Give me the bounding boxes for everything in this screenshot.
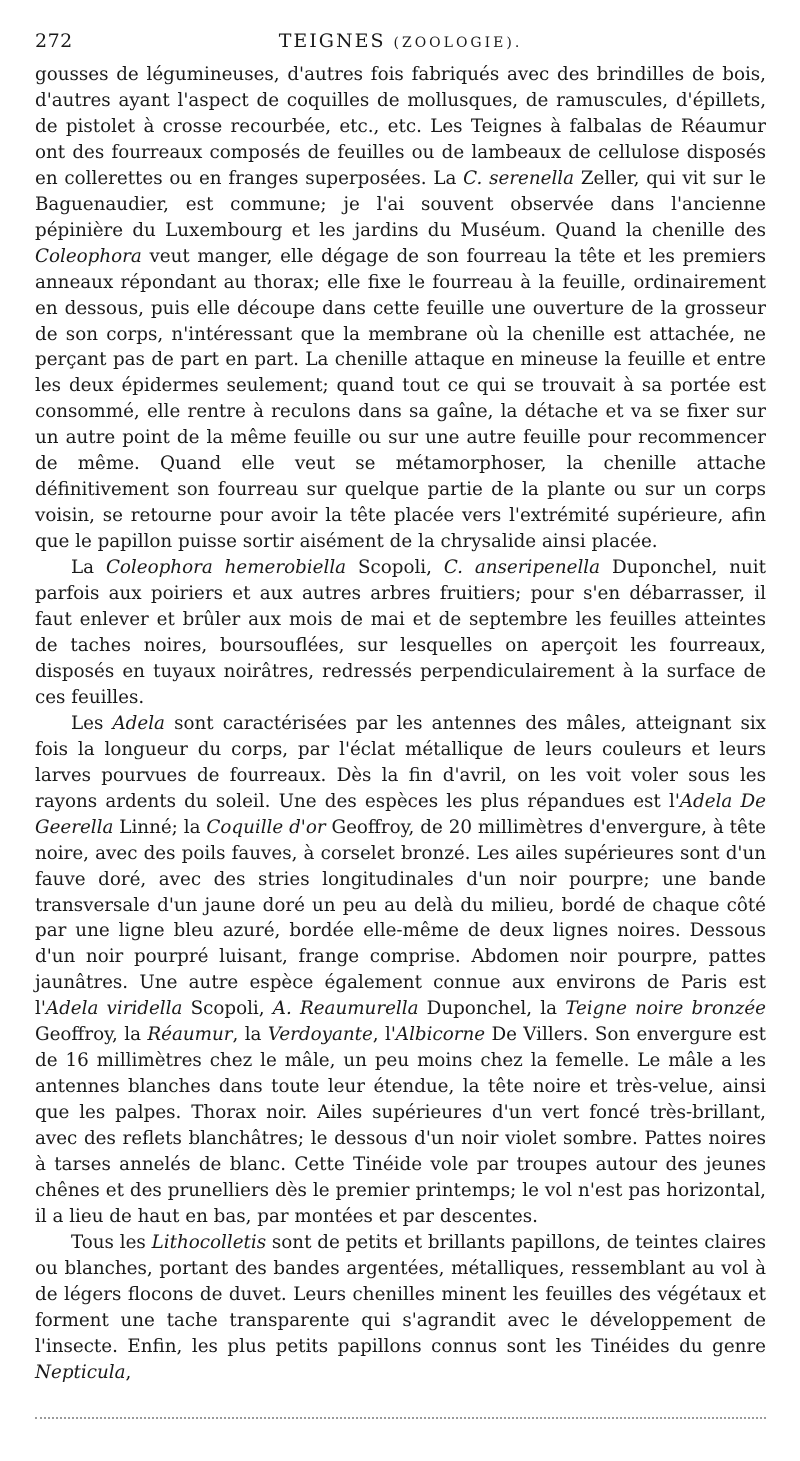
running-head <box>35 30 766 52</box>
text-run: De Villers. Son envergure est de 16 millimètres chez le mâle, un peu moins chez la femelle. Le mâle a les antennes blanches dans toute leur étendue, la tête noire et très-velue, ainsi que les palpes. Thorax noir. Ailes supérieures d'un vert foncé très-brillant, avec des reflets blanchâtres; le dessous d'un noir violet sombre. Pattes noires à tarses annelés de blanc. Cette Tinéide vole par troupes autour des jeunes chênes et des prunelliers dès le premier printemps; le vol n'est pas horizontal, il a lieu de haut en bas, par montées et par descentes. <box>35 1024 766 1227</box>
text-run: veut manger, elle dégage de son fourreau la tête et les premiers anneaux répondant au thorax; elle fixe le fourreau à la feuille, ordinairement en dessous, puis elle découpe dans cette feuille une ouverture de la grosseur de son corps, n'intéressant que la membrane où la chenille est attachée, ne perçant pas de part en part. La chenille attaque en mineuse la feuille et entre les deux épidermes seulement; quand tout ce qui se trouvait à sa portée est consommé, elle rentre à reculons dans sa gaîne, la détache et va se fixer sur un autre point de la même feuille ou sur une autre feuille pour recommencer de même. Quand elle veut se métamorphoser, la chenille attache définitivement son fourreau sur quelque partie de la plante ou sur un corps voisin, se retourne pour avoir la tête placée vers l'extrémité supérieure, afin que le papillon puisse sortir aisément de la chrysalide ainsi placée. <box>35 245 766 553</box>
text-run: Duponchel, la <box>418 998 566 1020</box>
italic-term: Adela <box>112 712 165 734</box>
paragraph-3 <box>35 711 766 1230</box>
text-run: Scopoli, <box>182 998 273 1020</box>
italic-term: Adela De Geerella <box>35 790 767 838</box>
paragraph-1 <box>35 62 766 555</box>
italic-term: Albicorne <box>395 1024 486 1046</box>
text-run: Tous les <box>71 1231 152 1253</box>
italic-term: C. anseripenella <box>443 557 601 579</box>
text-run: Geoffroy, la <box>35 1024 148 1046</box>
italic-term: Adela viridella <box>45 998 183 1020</box>
body-text <box>35 62 766 1386</box>
text-run: Les <box>71 712 113 734</box>
italic-term: Coquille d'or <box>206 816 326 838</box>
text-run: , la <box>232 1024 268 1046</box>
italic-term: Réaumur <box>147 1024 233 1046</box>
text-run: sont caractérisées par les antennes des mâles, atteignant six fois la longueur du corps, par l'éclat métallique de leurs couleurs et leurs larves pourvues de fourreaux. Dès la fin d'avril, on les voit voler sous les rayons ardents du soleil. Une des espèces les plus répandues est l' <box>35 712 766 812</box>
italic-term: C. serenella <box>463 167 575 189</box>
text-run: Zeller, qui vit sur le Baguenaudier, est commune; je l'ai souvent observée dans l'ancienne pépinière du Luxembourg et les jardins du Muséum. Quand la chenille des <box>35 167 766 241</box>
text-run: Linné; la <box>113 816 207 838</box>
text-run: Duponchel, nuit parfois aux poiriers et aux autres arbres fruitiers; pour s'en débarrasser, il faut enlever et brûler aux mois de mai et de septembre les feuilles atteintes de taches noires, boursouflées, sur lesquelles on aperçoit les fourreaux, disposés en tuyaux noirâtres, redressés perpendiculairement à la surface de ces feuilles. <box>35 557 766 708</box>
paragraph-2 <box>35 555 766 711</box>
text-run: gousses de légumineuses, d'autres fois fabriqués avec des brindilles de bois, d'autres ayant l'aspect de coquilles de mollusques, de ramuscules, d'épillets, de pistolet à crosse recourbée, etc., etc. Les Teignes à falbalas de Réaumur ont des fourreaux composés de feuilles ou de lambeaux de cellulose disposés en collerettes ou en franges superposées. La <box>35 64 766 189</box>
italic-term: Lithocolletis <box>151 1231 267 1253</box>
italic-term: Coleophora <box>35 245 142 267</box>
page-number: 272 <box>35 30 73 52</box>
text-run: Geoffroy, de 20 millimètres d'envergure, à tête noire, avec des poils fauves, à corselet bronzé. Les ailes supérieures sont d'un fauve doré, avec des stries longitudinales d'un noir pourpre; une bande transversale d'un jaune doré un peu au delà du milieu, bordé de chaque côté par une ligne bleu azuré, bordée elle-même de deux lignes noires. Dessous d'un noir pourpré luisant, frange comprise. Abdomen noir pourpre, pattes jaunâtres. Une autre espèce également connue aux environs de Paris est l' <box>35 816 766 1020</box>
italic-term: Coleophora hemerobiella <box>105 557 347 579</box>
text-run: La <box>71 557 106 579</box>
italic-term: A. Reaumurella <box>272 998 419 1020</box>
italic-term: Teigne noire bronzée <box>565 998 766 1020</box>
paragraph-4 <box>35 1230 766 1386</box>
text-run: Scopoli, <box>346 557 444 579</box>
text-run: , <box>125 1361 132 1383</box>
bottom-dotted-rule <box>35 1417 766 1419</box>
text-run: , l' <box>372 1024 396 1046</box>
page-header <box>35 22 766 62</box>
italic-term: Nepticula <box>35 1361 126 1383</box>
running-head-subtitle: (ZOOLOGIE). <box>393 35 523 51</box>
text-run: sont de petits et brillants papillons, de teintes claires ou blanches, portant des bandes argentées, métalliques, ressemblant au vol à de légers flocons de duvet. Leurs chenilles minent les feuilles des végétaux et forment une tache transparente qui s'agrandit avec le développement de l'insecte. Enfin, les plus petits papillons connus sont les Tinéides du genre <box>35 1231 766 1357</box>
running-head-title: TEIGNES <box>278 30 386 52</box>
italic-term: Verdoyante <box>267 1024 373 1046</box>
